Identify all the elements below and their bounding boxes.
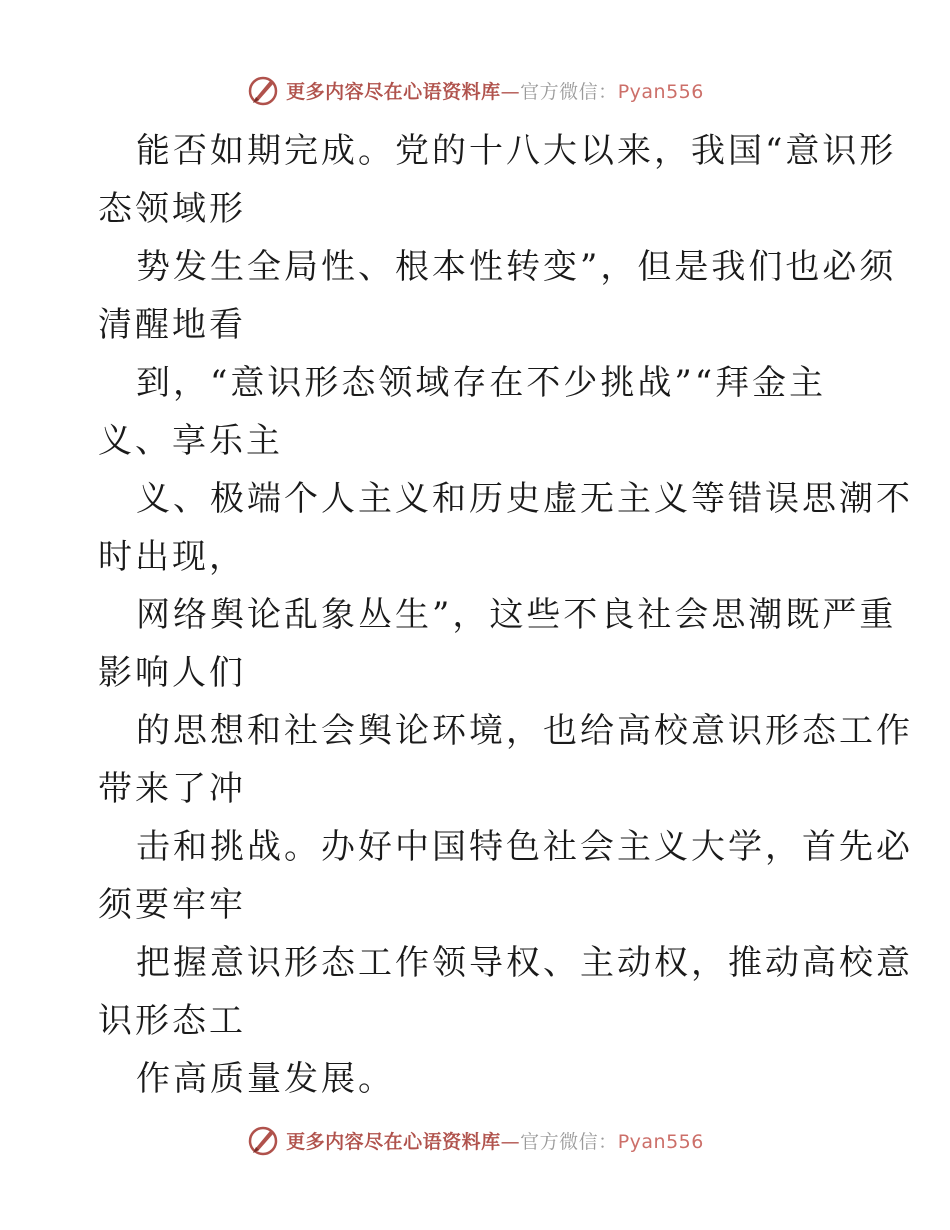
watermark-account-id: Pyan556 [617,1130,704,1153]
quill-circle-logo-icon [246,1123,280,1157]
text-line: 时出现， [98,537,246,577]
text-line: 能否如期完成。党的十八大以来，我国“意识形 [136,131,897,171]
text-line: 作高质量发展。 [136,1059,395,1099]
watermark-site-text: 更多内容尽在心语资料库 [286,80,501,103]
watermark-dash: — [500,80,521,103]
text-line: 到，“意识形态领域存在不少挑战”“拜金主 [136,363,827,403]
document-body [0,122,950,1108]
text-line: 清醒地看 [98,305,246,345]
footer-watermark [0,1120,950,1160]
text-line: 义、极端个人主义和历史虚无主义等错误思潮不 [136,479,913,519]
text-line: 义、享乐主 [98,421,283,461]
watermark-official-label: 官方微信： [520,80,618,103]
quill-circle-logo-icon [246,73,280,107]
watermark-account-id: Pyan556 [617,80,704,103]
text-line: 网络舆论乱象丛生”，这些不良社会思潮既严重 [136,595,897,635]
text-line: 的思想和社会舆论环境，也给高校意识形态工作 [136,711,913,751]
text-line: 须要牢牢 [98,885,246,925]
header-watermark [0,70,950,110]
text-line: 击和挑战。办好中国特色社会主义大学，首先必 [136,827,913,867]
text-line: 识形态工 [98,1001,246,1041]
text-line: 带来了冲 [98,769,246,809]
text-line: 势发生全局性、根本性转变”，但是我们也必须 [136,247,897,287]
watermark-site-text: 更多内容尽在心语资料库 [286,1130,501,1153]
text-line: 态领域形 [98,189,246,229]
text-line: 把握意识形态工作领导权、主动权，推动高校意 [136,943,913,983]
text-line: 影响人们 [98,653,246,693]
watermark-dash: — [500,1130,521,1153]
watermark-official-label: 官方微信： [520,1130,618,1153]
